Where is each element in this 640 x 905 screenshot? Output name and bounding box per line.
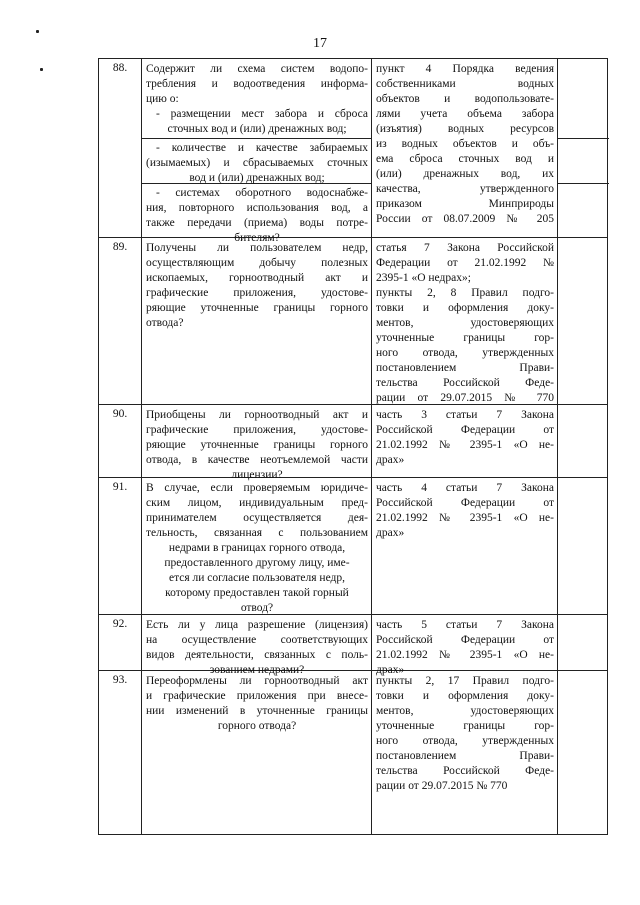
question-text: - количестве и качестве забираемых (изымаемых) и сбрасываемых сточных вод и (или) дренажных вод; [146, 142, 368, 184]
legal-reference: часть 4 статьи 7 Закона Российской Федерации от 21.02.1992 № 2395-1 «О не- драх» [376, 482, 554, 539]
question-text: Переоформлены ли горноотводный акт и графические приложения при внесе- нии изменений в уточненные границы горного отвода? [146, 675, 368, 732]
question-text: - системах оборотного водоснабже- ния, повторного использования вод, а также передачи (приема) воды потре- бителям? [146, 187, 368, 244]
margin-mark [40, 68, 43, 71]
legal-reference: пункт 4 Порядка ведения собственниками водных объектов и водопользовате- лями учета объема забора (изъятия) водных ресурсов из водных объектов и объ- ема сброса сточных вод и (или) дренажных вод, их качества, утвержденного приказом Минприроды России от 08.07.2009 № 205 [376, 63, 554, 225]
page-number: 17 [313, 36, 327, 51]
row-number: 91. [112, 481, 128, 493]
row-number: 89. [112, 241, 128, 253]
row-number: 88. [112, 62, 128, 74]
question-text: Получены ли пользователем недр, осуществляющим добычу полезных ископаемых, горноотводный акт и графические приложения, удостове- ряющие уточненные границы горного отвода? [146, 242, 368, 329]
legal-reference: часть 5 статьи 7 Закона Российской Федерации от 21.02.1992 № 2395-1 «О не- драх» [376, 619, 554, 676]
row-number: 92. [112, 618, 128, 630]
question-text: Приобщены ли горноотводный акт и графические приложения, удостове- ряющие уточненные границы горного отвода, в качестве неотъемлемой части лицензии? [146, 409, 368, 481]
row-number: 93. [112, 674, 128, 686]
question-text: В случае, если проверяемым юридиче- ским лицом, индивидуальным пред- принимателем осуществляется дея- тельность, связанная с пользованием недрами в границах горного отвода, предоставленного другому лицу, име- ется ли согласие пользователя недр, которому предоставлен такой горный отвод? [146, 482, 368, 614]
legal-reference: статья 7 Закона Российской Федерации от 21.02.1992 № 2395-1 «О недрах»; пункты 2, 8 Правил подго- товки и оформления доку- ментов, удостоверяющих уточненные границы гор- ного отвода, утвержденных постановлением Прави- тельства Российской Феде- рации от 29.07.2015 № 770 [376, 242, 554, 404]
question-text: Есть ли у лица разрешение (лицензия) на осуществление соответствующих видов деятельности, связанных с поль- зованием недрами? [146, 619, 368, 676]
question-text: Содержит ли схема систем водопо- требления и водоотведения информа- цию о: - размещении мест забора и сброса сточных вод и (или) дренажных вод; [146, 63, 368, 135]
legal-reference: пункты 2, 17 Правил подго- товки и оформления доку- ментов, удостоверяющих уточненные границы гор- ного отвода, утвержденных постановлением Прави- тельства Российской Феде- рации от 29.07.2015 № 770 [376, 675, 554, 792]
legal-reference: часть 3 статьи 7 Закона Российской Федерации от 21.02.1992 № 2395-1 «О не- драх» [376, 409, 554, 466]
row-number: 90. [112, 408, 128, 420]
margin-mark [36, 30, 39, 33]
checklist-table [98, 58, 608, 835]
